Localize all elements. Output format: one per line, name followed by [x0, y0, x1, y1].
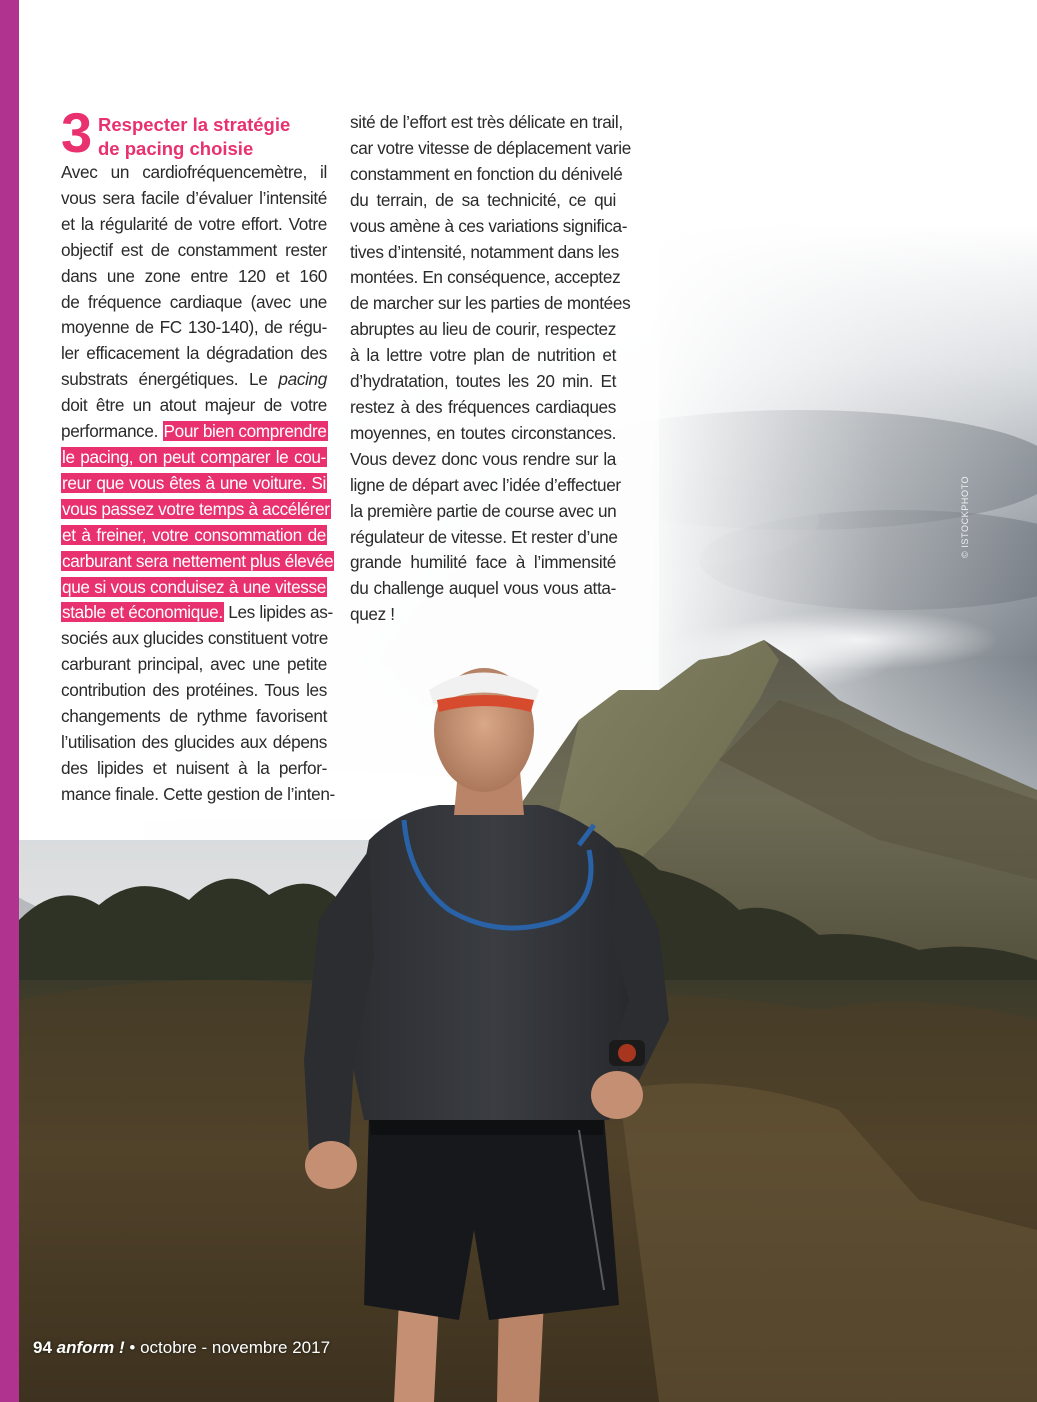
text-fragment: performance. — [61, 421, 159, 442]
text-fragment: substrats énergétiques. Le — [61, 369, 268, 390]
text-line: Avec un cardiofréquencemètre, il — [61, 162, 327, 182]
text-line: de marcher sur les parties de montées — [350, 293, 631, 314]
text-line — [61, 575, 327, 601]
italic-term: pacing — [278, 369, 327, 390]
issue-date: octobre - novembre 2017 — [140, 1338, 331, 1357]
text-line — [61, 419, 327, 445]
text-line: des lipides et nuisent à la perfor- — [61, 757, 327, 778]
text-line: l’utilisation des glucides aux dépens — [61, 731, 327, 752]
text-line: montées. En conséquence, acceptez — [350, 267, 621, 288]
highlighted-text: vous passez votre temps à accélérer — [62, 498, 330, 519]
text-line: ler efficacement la dégradation des — [61, 343, 327, 364]
text-line — [61, 471, 327, 497]
text-line: grande humilité face à l’immensité — [350, 552, 616, 573]
text-line — [61, 600, 333, 626]
text-line: à la lettre votre plan de nutrition et — [350, 345, 616, 366]
highlighted-text: reur que vous êtes à une voiture. Si — [62, 472, 326, 493]
footer-separator: • — [129, 1338, 136, 1357]
highlighted-text: le pacing, on peut comparer le cou- — [62, 446, 326, 467]
article-column-left — [61, 160, 335, 808]
page-number: 94 — [33, 1338, 52, 1357]
text-line: constamment en fonction du dénivelé — [350, 163, 623, 184]
highlighted-text: que si vous conduisez à une vitesse — [62, 576, 326, 597]
text-line: abruptes au lieu de courir, respectez — [350, 319, 616, 340]
text-line: contribution des protéines. Tous les — [61, 680, 327, 701]
text-line: objectif est de constamment rester — [61, 239, 327, 260]
text-line: carburant principal, avec une petite — [61, 654, 327, 675]
text-line: d’hydratation, toutes les 20 min. Et — [350, 371, 616, 392]
text-line: de fréquence cardiaque (avec une — [61, 291, 327, 312]
text-line: mance finale. Cette gestion de l’inten- — [61, 783, 335, 804]
text-line: la première partie de course avec un — [350, 500, 617, 521]
highlighted-text: carburant sera nettement plus élevée — [62, 550, 334, 571]
text-line — [61, 523, 327, 549]
text-line — [61, 367, 327, 393]
magazine-name: anform ! — [56, 1338, 125, 1357]
page-footer — [33, 1338, 330, 1358]
text-line: du terrain, de sa technicité, ce qui — [350, 189, 616, 210]
text-line: Vous devez donc vous rendre sur la — [350, 448, 616, 469]
section-title-line: Respecter la stratégie — [98, 114, 291, 135]
text-line: vous sera facile d’évaluer l’intensité — [61, 187, 327, 208]
text-line: sociés aux glucides constituent votre — [61, 628, 328, 649]
text-line: changements de rythme favorisent — [61, 706, 327, 727]
text-fragment: Les lipides as- — [228, 602, 333, 623]
highlighted-text: Pour bien comprendre — [163, 421, 327, 442]
text-line: du challenge auquel vous vous atta- — [350, 578, 616, 599]
text-line: vous amène à ces variations significa- — [350, 215, 628, 236]
section-heading — [61, 101, 331, 164]
text-line: moyenne de FC 130-140), de régu- — [61, 317, 327, 338]
text-line: doit être un atout majeur de votre — [61, 395, 327, 416]
text-line: tives d’intensité, notamment dans les — [350, 241, 619, 262]
section-title — [98, 113, 290, 161]
text-line — [61, 445, 327, 471]
text-line: régulateur de vitesse. Et rester d’une — [350, 526, 618, 547]
section-title-line: de pacing choisie — [98, 138, 254, 159]
text-line: ligne de départ avec l’idée d’effectuer — [350, 474, 621, 495]
text-line: quez ! — [350, 604, 395, 625]
text-line: dans une zone entre 120 et 160 — [61, 265, 327, 286]
text-line: restez à des fréquences cardiaques — [350, 396, 616, 417]
article-column-right — [350, 110, 631, 628]
highlighted-text: et à freiner, votre consommation de — [62, 524, 326, 545]
edge-color-strip — [0, 0, 19, 1402]
text-line: sité de l’effort est très délicate en trail, — [350, 112, 623, 132]
text-line: car votre vitesse de déplacement varie — [350, 137, 631, 158]
section-number: 3 — [61, 101, 91, 164]
text-line — [61, 497, 330, 523]
highlighted-text: stable et économique. — [62, 602, 223, 623]
text-line — [61, 549, 334, 575]
text-line: et la régularité de votre effort. Votre — [61, 213, 327, 234]
photo-credit: © ISTOCKPHOTO — [960, 475, 970, 558]
text-line: moyennes, en toutes circonstances. — [350, 422, 616, 443]
